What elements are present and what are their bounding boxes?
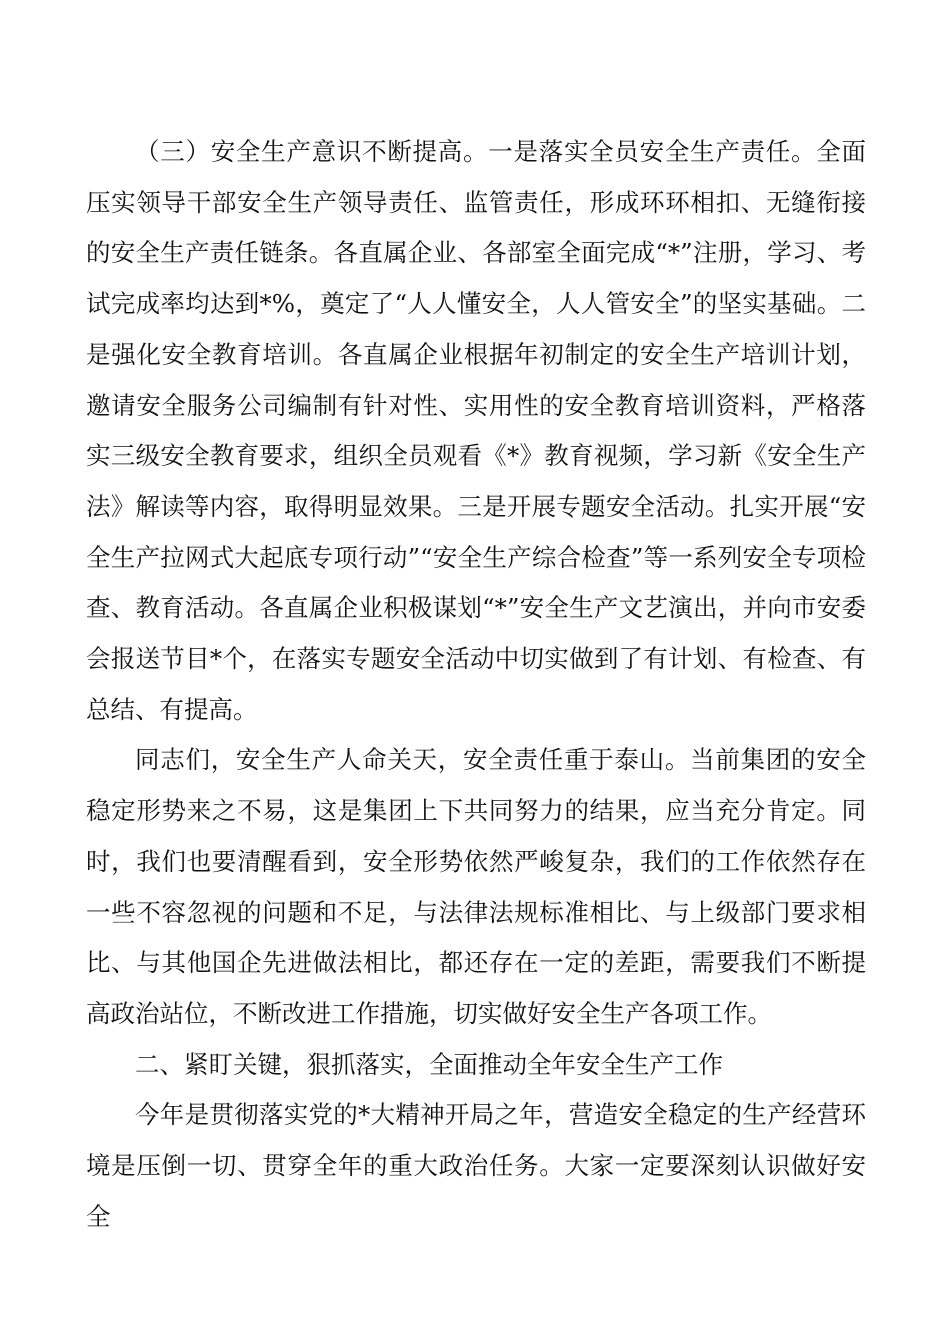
- paragraph-comrades: 同志们，安全生产人命关天，安全责任重于泰山。当前集团的安全稳定形势来之不易，这是集团上下共同努力的结果，应当充分肯定。同时，我们也要清醒看到，安全形势依然严峻复杂，我们的工作依然存在一些不容忽视的问题和不足，与法律法规标准相比、与上级部门要求相比、与其他国企先进做法相比，都还存在一定的差距，需要我们不断提高政治站位，不断改进工作措施，切实做好安全生产各项工作。: [86, 745, 866, 1028]
- paragraph-this-year: 今年是贯彻落实党的*大精神开局之年，营造安全稳定的生产经营环境是压倒一切、贯穿全年的重大政治任务。大家一定要深刻认识做好安全: [86, 1100, 866, 1231]
- section-heading-two: 二、紧盯关键，狠抓落实，全面推动全年安全生产工作: [135, 1049, 723, 1079]
- document-body: [86, 127, 866, 1242]
- paragraph-safety-awareness: （三）安全生产意识不断提高。一是落实全员安全生产责任。全面压实领导干部安全生产领导责任、监管责任，形成环环相扣、无缝衔接的安全生产责任链条。各直属企业、各部室全面完成“*”注册，学习、考试完成率均达到*%，奠定了“人人懂安全，人人管安全”的坚实基础。二是强化安全教育培训。各直属企业根据年初制定的安全生产培训计划，邀请安全服务公司编制有针对性、实用性的安全教育培训资料，严格落实三级安全教育要求，组织全员观看《*》教育视频，学习新《安全生产法》解读等内容，取得明显效果。三是开展专题安全活动。扎实开展“安全生产拉网式大起底专项行动”“安全生产综合检查”等一系列安全专项检查、教育活动。各直属企业积极谋划“*”安全生产文艺演出，并向市安委会报送节目*个，在落实专题安全活动中切实做到了有计划、有检查、有总结、有提高。: [86, 137, 866, 724]
